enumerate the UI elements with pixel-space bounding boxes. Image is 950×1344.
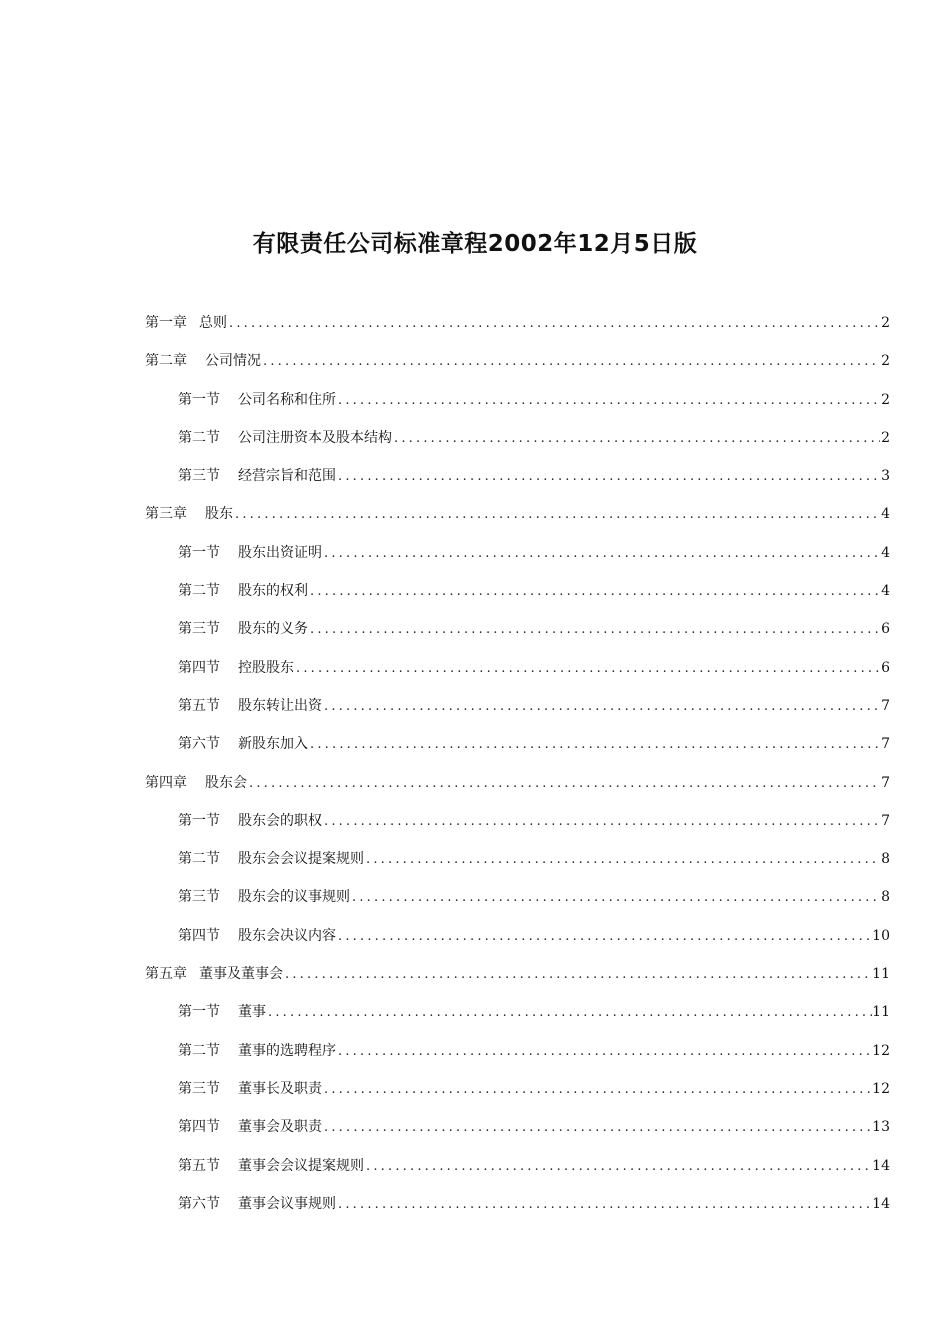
toc-entry-title: 股东会	[205, 774, 247, 791]
toc-entry-title: 股东会的职权	[238, 812, 322, 829]
toc-entry-page: 4	[881, 544, 890, 561]
toc-entry-title: 股东会决议内容	[238, 927, 336, 944]
toc-entry-section[interactable]	[145, 1039, 890, 1077]
toc-entry-title: 股东的权利	[238, 583, 308, 600]
toc-entry-section[interactable]	[145, 464, 890, 502]
toc-entry-title: 新股东加入	[238, 736, 308, 753]
toc-entry-number: 第一章	[145, 315, 187, 331]
toc-entry-title: 控股股东	[238, 659, 294, 676]
toc-entry-number: 第三节	[178, 889, 220, 906]
toc-entry-page: 8	[881, 851, 890, 868]
toc-dot-leader	[261, 350, 880, 374]
toc-entry-page: 7	[881, 774, 890, 791]
toc-entry-number: 第二节	[178, 1042, 220, 1059]
toc-entry-page: 11	[872, 1004, 890, 1021]
toc-entry-page: 11	[872, 966, 890, 983]
toc-entry-title: 董事会会议提案规则	[238, 1157, 364, 1174]
toc-entry-title: 董事及董事会	[199, 966, 283, 983]
toc-entry-page: 12	[872, 1080, 890, 1097]
toc-entry-page: 4	[881, 583, 890, 600]
toc-dot-leader	[322, 1116, 872, 1140]
toc-entry-section[interactable]	[145, 1154, 890, 1192]
toc-dot-leader	[364, 1155, 872, 1179]
toc-entry-section[interactable]	[145, 1077, 890, 1115]
toc-entry-section[interactable]	[145, 388, 890, 426]
toc-entry-number: 第五章	[145, 966, 187, 983]
toc-entry-number: 第三节	[178, 468, 220, 485]
toc-entry-section[interactable]	[145, 924, 890, 962]
toc-dot-leader	[322, 1078, 872, 1102]
toc-entry-number: 第四节	[178, 927, 220, 944]
toc-dot-leader	[336, 1040, 872, 1064]
toc-entry-section[interactable]	[145, 656, 890, 694]
toc-entry-title: 股东出资证明	[238, 544, 322, 561]
toc-entry-number: 第五节	[178, 697, 220, 714]
toc-dot-leader	[266, 1001, 872, 1025]
toc-entry-page: 13	[872, 1119, 890, 1136]
toc-entry-page: 14	[872, 1195, 890, 1212]
toc-dot-leader	[336, 465, 880, 489]
toc-dot-leader	[294, 657, 880, 681]
toc-entry-page: 10	[872, 927, 890, 944]
toc-entry-title: 董事会及职责	[238, 1119, 322, 1136]
toc-dot-leader	[350, 886, 880, 910]
toc-dot-leader	[308, 733, 880, 757]
toc-entry-section[interactable]	[145, 1192, 890, 1230]
toc-dot-leader	[322, 810, 880, 834]
toc-entry-section[interactable]	[145, 847, 890, 885]
toc-entry-page: 3	[881, 468, 890, 485]
toc-entry-page: 6	[881, 659, 890, 676]
toc-entry-title: 公司情况	[205, 353, 261, 370]
toc-dot-leader	[308, 618, 880, 642]
toc-entry-page: 14	[872, 1157, 890, 1174]
toc-entry-number: 第二节	[178, 583, 220, 600]
toc-entry-section[interactable]	[145, 617, 890, 655]
toc-entry-title: 董事会议事规则	[238, 1195, 336, 1212]
toc-entry-page: 2	[881, 429, 890, 446]
toc-entry-chapter-3[interactable]	[145, 502, 890, 540]
toc-entry-number: 第五节	[178, 1157, 220, 1174]
toc-entry-number: 第一节	[178, 544, 220, 561]
toc-entry-number: 第一节	[178, 812, 220, 829]
toc-entry-number: 第四章	[145, 774, 187, 791]
toc-entry-section[interactable]	[145, 694, 890, 732]
toc-entry-title: 股东转让出资	[238, 697, 322, 714]
toc-entry-title: 股东会会议提案规则	[238, 851, 364, 868]
toc-dot-leader	[336, 389, 880, 413]
toc-entry-title: 董事	[238, 1004, 266, 1021]
toc-entry-title: 总则	[199, 315, 227, 331]
toc-entry-number: 第二节	[178, 429, 220, 446]
toc-entry-section[interactable]	[145, 732, 890, 770]
toc-dot-leader	[247, 772, 880, 796]
toc-entry-number: 第四节	[178, 659, 220, 676]
toc-entry-number: 第六节	[178, 1195, 220, 1212]
toc-entry-number: 第六节	[178, 736, 220, 753]
toc-entry-section[interactable]	[145, 1115, 890, 1153]
toc-entry-page: 2	[881, 353, 890, 370]
toc-dot-leader	[392, 427, 880, 451]
toc-entry-chapter-2[interactable]	[145, 349, 890, 387]
toc-entry-number: 第三节	[178, 1080, 220, 1097]
toc-dot-leader	[336, 1193, 872, 1217]
toc-entry-section[interactable]	[145, 1000, 890, 1038]
toc-dot-leader	[227, 312, 880, 336]
toc-entry-page: 7	[881, 736, 890, 753]
table-of-contents	[145, 311, 890, 1230]
toc-entry-title: 公司注册资本及股本结构	[238, 429, 392, 446]
toc-entry-chapter-1[interactable]	[145, 311, 890, 349]
toc-entry-page: 7	[881, 697, 890, 714]
toc-entry-number: 第三章	[145, 506, 187, 523]
toc-dot-leader	[322, 542, 880, 566]
toc-entry-number: 第一节	[178, 391, 220, 408]
toc-dot-leader	[364, 848, 880, 872]
toc-entry-title: 股东会的议事规则	[238, 889, 350, 906]
toc-dot-leader	[308, 580, 880, 604]
toc-dot-leader	[336, 925, 872, 949]
toc-dot-leader	[283, 963, 872, 987]
toc-entry-title: 股东	[205, 506, 233, 523]
toc-entry-title: 董事长及职责	[238, 1080, 322, 1097]
toc-entry-section[interactable]	[145, 809, 890, 847]
toc-dot-leader	[322, 695, 880, 719]
toc-entry-section[interactable]	[145, 426, 890, 464]
toc-entry-title: 经营宗旨和范围	[238, 468, 336, 485]
toc-entry-number: 第一节	[178, 1004, 220, 1021]
toc-entry-section[interactable]	[145, 579, 890, 617]
toc-entry-page: 7	[881, 812, 890, 829]
toc-entry-section[interactable]	[145, 885, 890, 923]
toc-entry-title: 公司名称和住所	[238, 391, 336, 408]
toc-dot-leader	[233, 503, 880, 527]
toc-entry-number: 第二节	[178, 851, 220, 868]
toc-entry-page: 2	[881, 391, 890, 408]
toc-entry-title: 董事的选聘程序	[238, 1042, 336, 1059]
toc-entry-number: 第二章	[145, 353, 187, 370]
document-title: 有限责任公司标准章程2002年12月5日版	[252, 231, 698, 257]
toc-entry-page: 8	[881, 889, 890, 906]
toc-entry-page: 12	[872, 1042, 890, 1059]
toc-entry-title: 股东的义务	[238, 621, 308, 638]
toc-entry-section[interactable]	[145, 541, 890, 579]
toc-entry-page: 4	[881, 506, 890, 523]
toc-entry-number: 第四节	[178, 1119, 220, 1136]
toc-entry-page: 6	[881, 621, 890, 638]
toc-entry-chapter-5[interactable]	[145, 962, 890, 1000]
toc-entry-chapter-4[interactable]	[145, 771, 890, 809]
toc-entry-page: 2	[881, 315, 890, 331]
toc-entry-number: 第三节	[178, 621, 220, 638]
